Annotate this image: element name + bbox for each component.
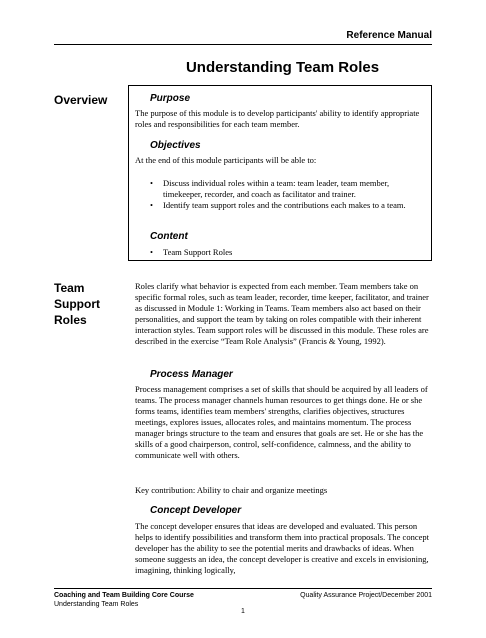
purpose-text: The purpose of this module is to develop participants' ability to identify appropriate roles and responsibilities for each team member. [135,108,420,129]
objectives-list [150,178,430,211]
list-item: • Identify team support roles and the contributions each makes to a team. [150,200,430,211]
overview-heading: Overview [54,93,108,107]
footer-course: Coaching and Team Building Core Course [54,592,194,599]
team-support-roles-intro: Roles clarify what behavior is expected from each member. Team members take on specific formal roles, such as team leader, recorder, time keeper, facilitator, and trainer as discussed in Module 1: Working in Teams. Team members also act based on their personalities, and support the team by taking on roles compatible with their inherent interaction styles. Team support roles will be discussed in this module. These roles are described in the exercise “Team Role Analysis” (Francis & Young, 1992). [135,281,429,346]
footer-project: Quality Assurance Project/December 2001 [300,592,432,599]
footer-rule [54,588,432,589]
process-manager-text: Process management comprises a set of skills that should be acquired by all leaders of teams. The process manager channels human resources to get things done. He or she forms teams, identifies team members' strengths, clarifies objectives, structures meetings, explores issues, allocates roles, and maintains momentum. The process manager brings structure to the team and ensures that goals are set. He or she has the skills of a good chairperson, control, self-confidence, calmness, and the ability to communicate well with others. [135,384,428,460]
content-heading: Content [150,231,188,242]
page-number: 1 [241,608,245,615]
objectives-heading: Objectives [150,140,201,151]
footer-module: Understanding Team Roles [54,601,139,608]
header-rule [54,44,432,45]
process-manager-key-contribution: Key contribution: Ability to chair and organize meetings [135,485,328,495]
purpose-heading: Purpose [150,93,191,104]
list-item: • Team Support Roles [150,247,430,258]
concept-developer-text: The concept developer ensures that ideas are developed and evaluated. This person helps to identify possibilities and transform them into practical proposals. The concept developer has the ability to see the potential merits and drawbacks of ideas. When someone suggests an idea, the concept developer is creative and excels in envisioning, imagining, thinking logically, [135,521,429,575]
concept-developer-heading: Concept Developer [150,505,242,516]
page-title: Understanding Team Roles [185,59,380,76]
content-list [150,247,430,258]
objectives-intro: At the end of this module participants will be able to: [135,155,317,165]
team-support-roles-heading: Team Support Roles [54,281,100,327]
running-header-title: Reference Manual [346,30,432,41]
process-manager-heading: Process Manager [150,369,233,380]
list-item: • Discuss individual roles within a team: team leader, team member, timekeeper, recorder, and coach as facilitator and trainer. [150,178,430,200]
